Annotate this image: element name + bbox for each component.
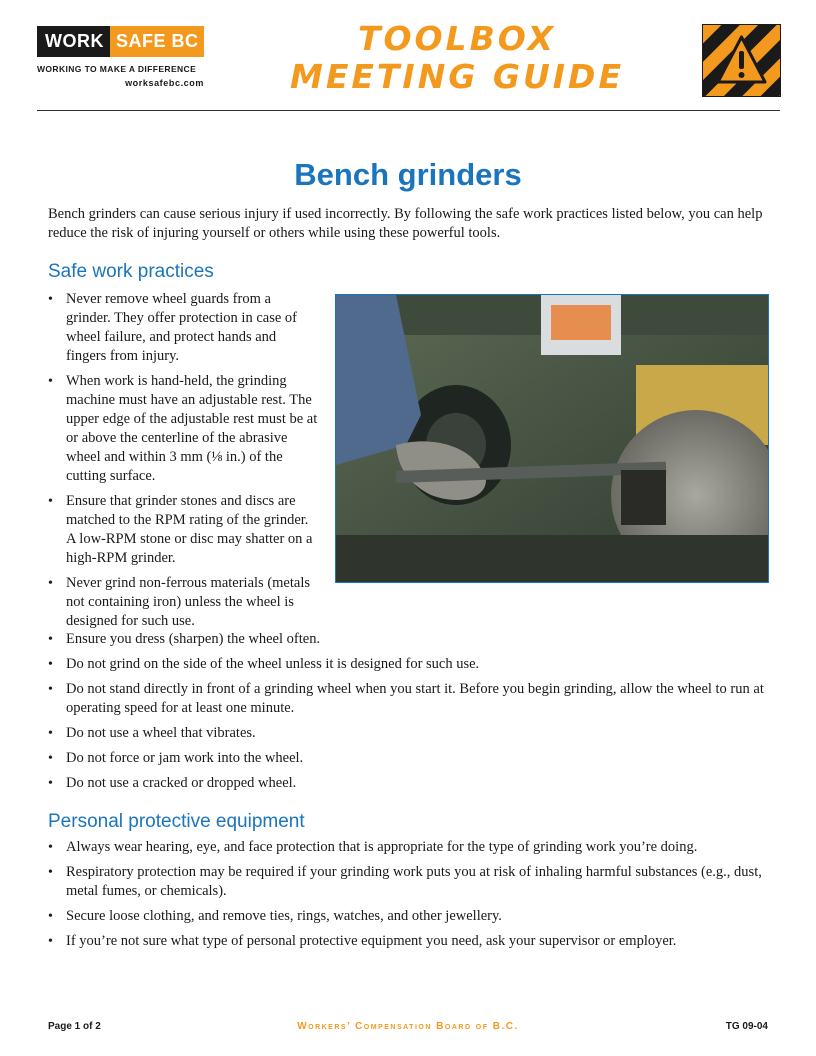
list-item: • Secure loose clothing, and remove ties, rings, watches, and other jewellery. (48, 907, 778, 926)
logo-work-text: WORK (37, 26, 110, 57)
toolbox-banner (262, 20, 652, 96)
page-number: Page 1 of 2 (48, 1021, 101, 1032)
header-divider (37, 110, 780, 111)
website-text: worksafebc.com (125, 78, 204, 88)
safe-work-list-narrow (48, 290, 318, 637)
tagline: WORKING TO MAKE A DIFFERENCE (37, 64, 197, 74)
banner-line-2: MEETING GUIDE (289, 57, 624, 96)
logo-safebc-text: SAFE BC (116, 31, 199, 51)
list-item: • When work is hand-held, the grinding machine must have an adjustable rest. The upper edge of the adjustable rest must be at or above the centerline of the abrasive wheel and within 3 mm (⅛ in.) of the cutting surface. (48, 372, 318, 486)
section-heading-ppe: Personal protective equipment (48, 811, 305, 832)
safe-work-list-wide (48, 630, 778, 799)
list-item: • Ensure you dress (sharpen) the wheel often. (48, 630, 778, 649)
list-item: • Do not force or jam work into the wheel. (48, 749, 778, 768)
list-item: • Do not use a cracked or dropped wheel. (48, 774, 778, 793)
list-item: • Do not stand directly in front of a grinding wheel when you start it. Before you begin grinding, allow the wheel to run at operating speed for at least one minute. (48, 680, 778, 718)
list-item: • Respiratory protection may be required if your grinding work puts you at risk of inhaling harmful substances (e.g., dust, metal fumes, or chemicals). (48, 863, 778, 901)
list-item: • Do not use a wheel that vibrates. (48, 724, 778, 743)
bench-grinder-photo (335, 294, 769, 583)
page-title: Bench grinders (294, 157, 522, 192)
list-item: • Do not grind on the side of the wheel unless it is designed for such use. (48, 655, 778, 674)
list-item: • Always wear hearing, eye, and face protection that is appropriate for the type of grinding work you’re doing. (48, 838, 778, 857)
ppe-list (48, 838, 778, 957)
intro-paragraph: Bench grinders can cause serious injury if used incorrectly. By following the safe work practices listed below, you can help reduce the risk of injuring yourself or others while using these powerful tools. (48, 206, 763, 241)
banner-line-1: TOOLBOX (357, 19, 557, 58)
section-heading-safe-work: Safe work practices (48, 261, 214, 282)
footer-organization: Workers’ Compensation Board of B.C. (297, 1021, 519, 1032)
worksafebc-logo (37, 26, 204, 57)
list-item: • Ensure that grinder stones and discs are matched to the RPM rating of the grinder. A low-RPM stone or disc may shatter on a high-RPM grinder. (48, 492, 318, 568)
document-code: TG 09-04 (725, 1021, 768, 1032)
list-item: • Never grind non-ferrous materials (metals not containing iron) unless the wheel is designed for such use. (48, 574, 318, 631)
list-item: • Never remove wheel guards from a grinder. They offer protection in case of wheel failure, and protect hands and fingers from injury. (48, 290, 318, 366)
list-item: • If you’re not sure what type of personal protective equipment you need, ask your supervisor or employer. (48, 932, 778, 951)
warning-triangle-icon (702, 24, 781, 97)
